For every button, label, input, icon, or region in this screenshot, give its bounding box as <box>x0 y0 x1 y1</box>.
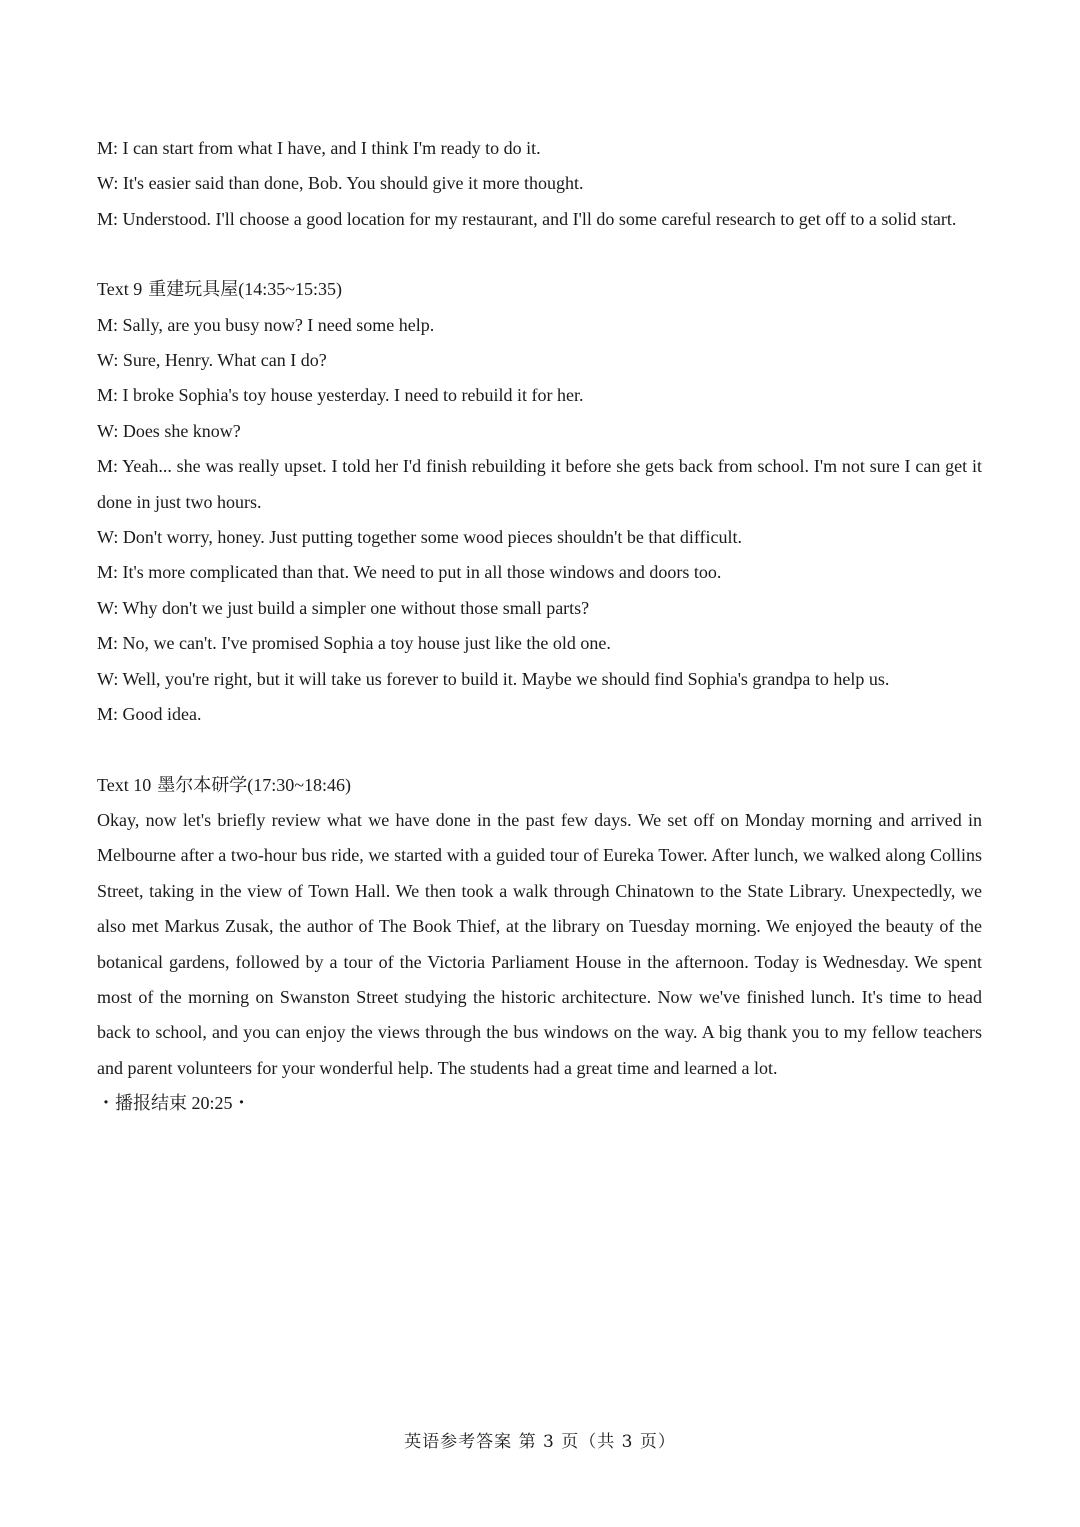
dialogue-line: W: Sure, Henry. What can I do? <box>97 350 327 371</box>
dialogue-line: M: Yeah... she was really upset. I told her I'd finish rebuilding it before she gets back from school. I'm not sure I can get it done in just two hours. <box>97 456 982 512</box>
dialogue-line: M: I can start from what I have, and I think I'm ready to do it. <box>97 138 541 158</box>
answer-page-body <box>97 131 982 1122</box>
dialogue-line: W: Don't worry, honey. Just putting together some wood pieces shouldn't be that difficult. <box>97 527 743 548</box>
section-gap <box>97 733 982 768</box>
dialogue-line: W: Well, you're right, but it will take us forever to build it. Maybe we should find Sophia's grandpa to help us. <box>97 668 890 689</box>
text9-label: Text 9 <box>97 279 143 300</box>
dialogue-line: M: Understood. I'll choose a good location for my restaurant, and I'll do some careful research to get off to a solid start. <box>97 208 957 229</box>
dialogue-line: M: It's more complicated than that. We need to put in all those windows and doors too. <box>97 562 722 583</box>
text9-heading <box>97 272 982 307</box>
page-footer: 英语参考答案 第 3 页（共 3 页） <box>404 1432 676 1452</box>
monologue-paragraph: Okay, now let's briefly review what we have done in the past few days. We set off on Monday morning and arrived in Melbourne after a two-hour bus ride, we started with a guided tour of Eureka Tower. After lunch, we walked along Collins Street, taking in the view of Town Hall. We then took a walk through Chinatown to the State Library. Unexpectedly, we also met Markus Zusak, the author of The Book Thief, at the library on Tuesday morning. We enjoyed the beauty of the botanical gardens, followed by a tour of the Victoria Parliament House in the afternoon. Today is Wednesday. We spent most of the morning on Swanston Street studying the historic architecture. Now we've finished lunch. It's time to head back to school, and you can enjoy the views through the bus windows on the way. A big thank you to my fellow teachers and parent volunteers for your wonderful help. The students had a great time and learned a lot. <box>97 809 982 1078</box>
dialogue-line: W: It's easier said than done, Bob. You should give it more thought. <box>97 173 584 194</box>
broadcast-end-mark: ・播报结束 20:25・ <box>97 1093 251 1114</box>
dialogue-line: M: I broke Sophia's toy house yesterday. I need to rebuild it for her. <box>97 385 584 406</box>
dialogue-line: W: Why don't we just build a simpler one without those small parts? <box>97 597 590 618</box>
text10-heading <box>97 768 982 803</box>
text9-title: 重建玩具屋(14:35~15:35) <box>148 279 342 300</box>
text10-label: Text 10 <box>97 774 152 795</box>
dialogue-line: M: Sally, are you busy now? I need some help. <box>97 314 435 335</box>
dialogue-line: M: Good idea. <box>97 704 202 725</box>
dialogue-line: W: Does she know? <box>97 420 241 441</box>
text10-title: 墨尔本研学(17:30~18:46) <box>157 774 351 795</box>
section-gap <box>97 237 982 272</box>
dialogue-line: M: No, we can't. I've promised Sophia a toy house just like the old one. <box>97 633 611 654</box>
